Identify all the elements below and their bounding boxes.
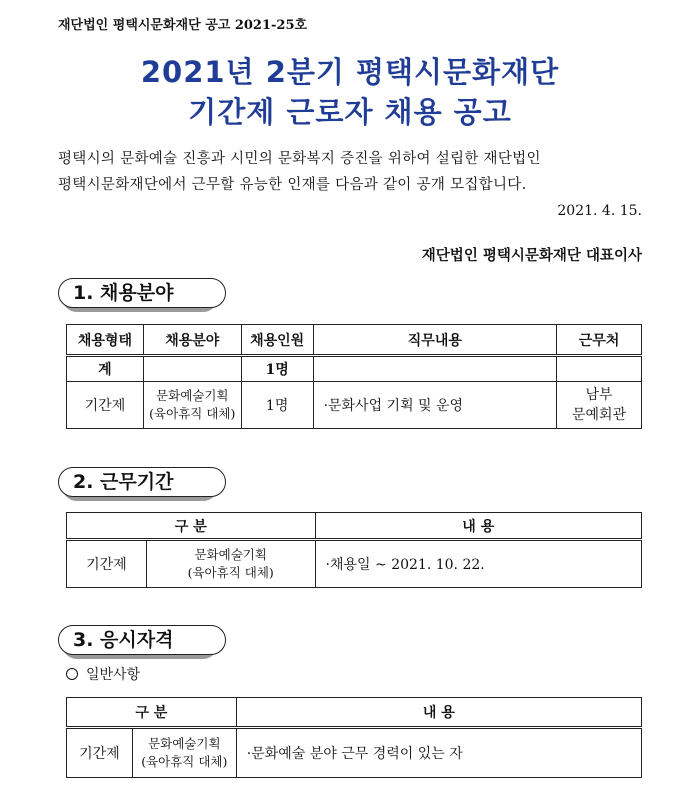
- field-line-2: (육아휴직 대체): [187, 565, 274, 580]
- header-cell: 채용형태: [67, 325, 144, 356]
- header-cell: 채용인원: [241, 325, 313, 356]
- table-row: [67, 728, 642, 778]
- field-cell: [143, 382, 241, 429]
- header-cell: 구 분: [67, 513, 316, 540]
- section-heading-label: 2. 근무기간: [58, 467, 226, 497]
- field-line-2: (육아휴직 대체): [141, 754, 228, 769]
- general-requirements-subheading: [66, 664, 140, 684]
- table-row-total: [67, 356, 642, 382]
- table-header-row: [67, 698, 642, 728]
- field-line-2: (육아휴직 대체): [149, 406, 236, 421]
- empty-cell: [143, 356, 241, 382]
- notice-number: 재단법인 평택시문화재단 공고 2021-25호: [58, 18, 308, 33]
- hollow-circle-icon: [66, 668, 78, 680]
- header-cell: 직무내용: [313, 325, 557, 356]
- workplace-line-1: 남부: [585, 387, 613, 403]
- content-cell: ·문화예술 분야 근무 경력이 있는 자: [236, 728, 641, 778]
- field-line-1: 문화예술기획: [194, 547, 267, 562]
- header-cell: 구 분: [67, 698, 237, 728]
- intro-paragraph: [58, 146, 658, 198]
- type-cell: 기간제: [67, 540, 147, 588]
- workplace-cell: [557, 382, 642, 429]
- section-heading-label: 3. 응시자격: [58, 625, 226, 655]
- intro-line-2: 평택시문화재단에서 근무할 유능한 인재를 다음과 같이 공개 모집합니다.: [58, 177, 527, 193]
- field-cell: [132, 728, 236, 778]
- workplace-line-2: 문예회관: [572, 407, 627, 423]
- field-line-1: 문화예술기획: [148, 736, 221, 751]
- header-cell: 내 용: [236, 698, 641, 728]
- qualification-table: [66, 697, 642, 778]
- empty-cell: [557, 356, 642, 382]
- recruitment-table: [66, 324, 642, 429]
- field-line-1: 문화예술기획: [156, 388, 229, 403]
- section-heading-label: 1. 채용분야: [58, 278, 226, 308]
- header-cell: 근무처: [557, 325, 642, 356]
- subheading-label: 일반사항: [86, 667, 141, 683]
- table-header-row: [67, 513, 642, 540]
- work-period-table: [66, 512, 642, 588]
- content-cell: ·채용일 ~ 2021. 10. 22.: [315, 540, 641, 588]
- duty-cell: ·문화사업 기획 및 운영: [313, 382, 557, 429]
- table-row: [67, 540, 642, 588]
- total-label-cell: 계: [67, 356, 144, 382]
- total-count-cell: 1명: [241, 356, 313, 382]
- notice-date: 2021. 4. 15.: [557, 203, 642, 219]
- header-cell: 내 용: [315, 513, 641, 540]
- header-cell: 채용분야: [143, 325, 241, 356]
- count-cell: 1명: [241, 382, 313, 429]
- type-cell: 기간제: [67, 728, 133, 778]
- organization-signature: 재단법인 평택시문화재단 대표이사: [421, 247, 642, 264]
- intro-line-1: 평택시의 문화예술 진흥과 시민의 문화복지 증진을 위하여 설립한 재단법인: [58, 151, 541, 167]
- table-header-row: [67, 325, 642, 356]
- empty-cell: [313, 356, 557, 382]
- title-line-1: 2021년 2분기 평택시문화재단: [140, 55, 560, 89]
- type-cell: 기간제: [67, 382, 144, 429]
- table-row: [67, 382, 642, 429]
- field-cell: [146, 540, 315, 588]
- title-line-2: 기간제 근로자 채용 공고: [188, 95, 512, 129]
